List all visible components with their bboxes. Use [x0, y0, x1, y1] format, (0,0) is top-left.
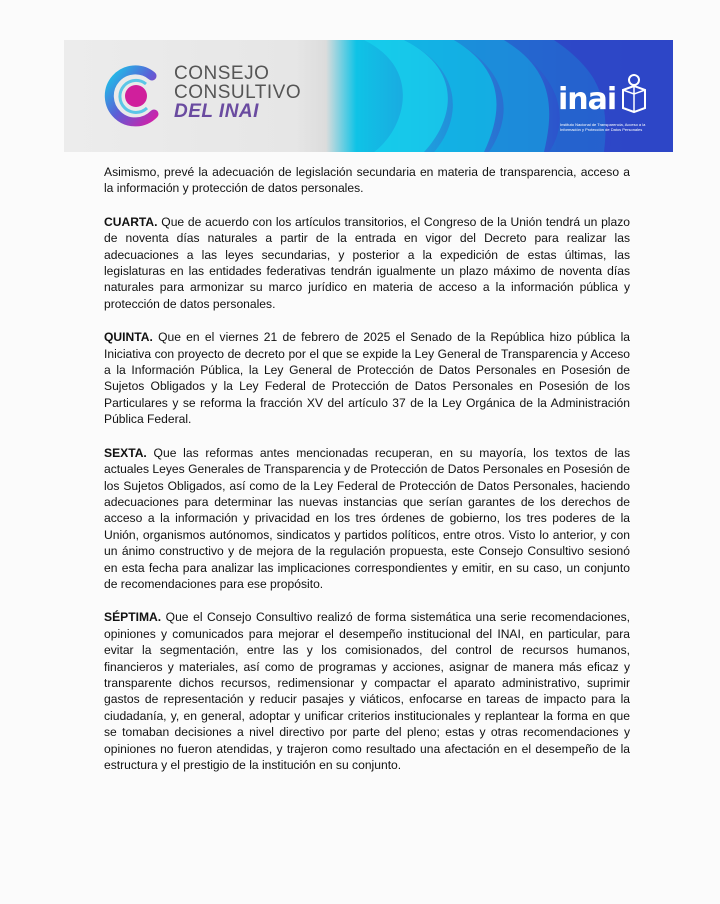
- paragraph-text: Que de acuerdo con los artículos transitorios, el Congreso de la Unión tendrá un plazo de noventa días naturales a partir de la entrada en vigor del Decreto para realizar las adecuaciones a las leyes secundarias, y posterior a la expedición de estas últimas, las legislaturas en las entidades federativas tendrán igualmente un plazo máximo de noventa días naturales para armonizar su marco jurídico en materia de acceso a la información pública y protección de datos personales.: [104, 214, 630, 311]
- document-body: [104, 164, 630, 790]
- consejo-logo-text: [174, 64, 301, 121]
- paragraph-cuarta: [104, 214, 630, 312]
- paragraph-quinta: [104, 329, 630, 427]
- paragraph-lead: SÉPTIMA.: [104, 610, 162, 625]
- inai-wordmark: inai: [558, 82, 617, 117]
- paragraph-text: Que las reformas antes mencionadas recuperan, en su mayoría, los textos de las actuales Leyes Generales de Transparencia y de Protección de Datos Personales en Posesión de los Sujetos Obligados, así como de la Ley Federal de Protección de Datos Personales, haciendo adecuaciones para determinar las nuevas instancias que serían garantes de los derechos de acceso a la información y privacidad en los tres órdenes de gobierno, los tres poderes de la Unión, organismos autónomos, sindicatos y partidos políticos, entre otros. Visto lo anterior, y con un ánimo constructivo y de mejora de la regulación propuesta, este Consejo Consultivo sesionó en esta fecha para analizar las implicaciones correspondientes y emitir, en su caso, un conjunto de recomendaciones para ese propósito.: [104, 445, 630, 591]
- paragraph-lead: SEXTA.: [104, 445, 147, 460]
- paragraph-intro: [104, 164, 630, 197]
- logo-line-1: CONSEJO: [174, 63, 270, 84]
- inai-subtitle: Instituto Nacional de Transparencia, Acceso a la Información y Protección de Datos Personales: [560, 122, 646, 132]
- paragraph-text: Asimismo, prevé la adecuación de legislación secundaria en materia de transparencia, acceso a la información y protección de datos personales.: [104, 165, 630, 196]
- logo-line-3: DEL INAI: [174, 101, 259, 122]
- logo-line-2: CONSULTIVO: [174, 82, 302, 103]
- inai-logo: [558, 70, 668, 150]
- paragraph-septima: [104, 609, 630, 773]
- paragraph-sexta: [104, 445, 630, 593]
- consejo-logo-icon: [100, 62, 168, 130]
- header-banner: [64, 40, 673, 152]
- paragraph-text: Que el Consejo Consultivo realizó de forma sistemática una serie recomendaciones, opiniones y comunicados para mejorar el desempeño institucional del INAI, en particular, para evitar la segmentación, entre las y los comisionados, del control de recursos humanos, financieros y materiales, así como de programas y acciones, asignar de manera más eficaz y transparente dichos recursos, redimensionar y compactar el aparato administrativo, suprimir gastos de representación y reducir pasajes y viáticos, enfocarse en tareas de impacto para la ciudadanía, y, en general, adoptar y unificar criterios institucionales y replantear la forma en que se tomaban decisiones a nivel directivo por parte del pleno; estas y otras recomendaciones y opiniones no fueron atendidas, y trajeron como resultado una afectación en el desempeño de la estructura y el prestigio de la institución en su conjunto.: [104, 610, 630, 772]
- paragraph-lead: QUINTA.: [104, 330, 153, 345]
- paragraph-text: Que en el viernes 21 de febrero de 2025 el Senado de la República hizo pública la Iniciativa con proyecto de decreto por el que se expide la Ley General de Transparencia y Acceso a la Información Pública, la Ley General de Protección de Datos Personales en Posesión de Sujetos Obligados y la Ley Federal de Protección de Datos Personales en Posesión de los Particulares y se reforma la fracción XV del artículo 37 de la Ley Orgánica de la Administración Pública Federal.: [104, 330, 630, 427]
- paragraph-lead: CUARTA.: [104, 214, 158, 229]
- inai-figure-icon: [618, 74, 648, 114]
